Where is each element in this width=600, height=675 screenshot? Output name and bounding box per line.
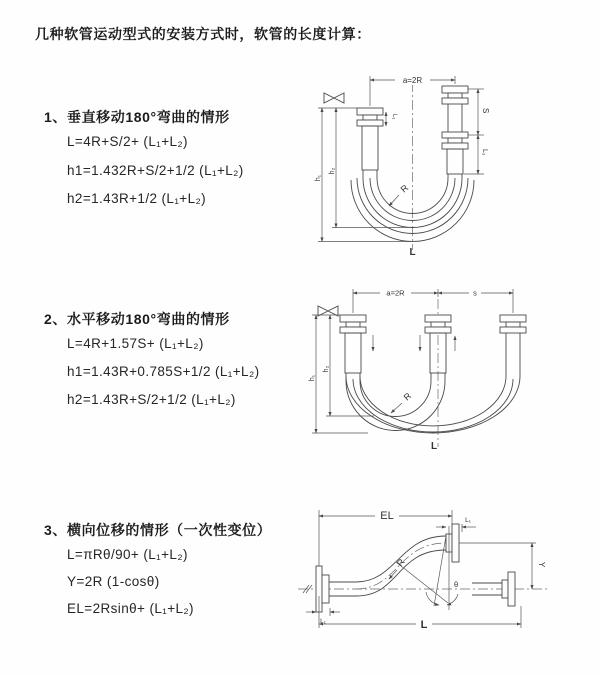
section-1-heading: 1、垂直移动180°弯曲的情形 [44, 109, 230, 125]
section-1-formula-l: L=4R+S/2+ (L₁+L₂) [67, 134, 188, 149]
diagram-horizontal-180-bend [308, 281, 542, 453]
dim-label-h1: h₁ [309, 374, 316, 382]
length-label: L [430, 441, 438, 452]
valve-icon [324, 93, 344, 103]
dim-label-h1: h₁ [315, 174, 322, 182]
section-3-heading: 3、横向位移的情形（一次性变位） [44, 522, 272, 538]
radius-annotation [389, 182, 411, 206]
dimension-s [438, 287, 513, 298]
section-2-formula-h1: h1=1.43R+0.785S+1/2 (L₁+L₂) [67, 364, 260, 379]
flange-upper-displaced [446, 524, 459, 562]
dim-label-a2r: a=2R [402, 76, 423, 85]
dim-label-y: Y [537, 562, 546, 568]
radius-label: R [401, 390, 414, 403]
dim-label-l1-top: L₁ [465, 517, 471, 524]
dim-label-h2: h₂ [329, 167, 336, 175]
dim-label-h2: h₂ [323, 365, 330, 373]
movement-arrows [373, 335, 455, 351]
page-title: 几种软管运动型式的安装方式时，软管的长度计算： [35, 26, 371, 42]
section-3-formula-el: EL=2Rsinθ+ (L₁+L₂) [67, 601, 194, 616]
angle-construction [396, 526, 458, 610]
dimension-l [319, 596, 521, 631]
dim-label-l1: L₁ [481, 149, 488, 156]
hose-u-bend-positions [346, 376, 520, 433]
braided-hose-section-right [447, 149, 463, 174]
diagram-lateral-displacement [296, 502, 554, 640]
dimension-l1-left-small [386, 112, 397, 126]
dimension-el [319, 508, 452, 569]
flange-right-upper [442, 86, 468, 132]
radius-label: R [398, 182, 411, 195]
flange-left [340, 315, 366, 381]
section-1-formula-h1: h1=1.432R+S/2+1/2 (L₁+L₂) [67, 163, 244, 178]
section-3-formula-l: L=πRθ/90+ (L₁+L₂) [67, 547, 188, 562]
valve-icon [318, 306, 338, 316]
dim-label-el: EL [380, 510, 394, 522]
radius-annotation [391, 390, 414, 413]
dim-label-l1-small: L₁ [391, 114, 397, 120]
angle-label: θ [454, 580, 459, 589]
dim-label-s: S [481, 108, 490, 114]
flange-right-moved [500, 315, 526, 376]
section-3-formula-y: Y=2R (1-cosθ) [67, 574, 160, 589]
section-1-formula-h2: h2=1.43R+1/2 (L₁+L₂) [67, 191, 207, 206]
diagram-vertical-180-bend [312, 66, 532, 258]
length-label: L [409, 247, 416, 258]
section-2-formula-l: L=4R+1.57S+ (L₁+L₂) [67, 336, 204, 351]
section-2-heading: 2、水平移动180°弯曲的情形 [44, 311, 230, 327]
dim-label-s: s [473, 288, 477, 298]
dimension-l1-right [464, 135, 488, 174]
dim-label-a2r: a=2R [386, 288, 405, 298]
section-2-formula-h2: h2=1.43R+S/2+1/2 (L₁+L₂) [67, 392, 236, 407]
braided-hose-section-left [345, 333, 361, 373]
radius-label: R [394, 556, 407, 569]
dimension-l1-left [306, 608, 340, 625]
flange-right-lower [442, 132, 468, 178]
length-label: L [420, 619, 428, 631]
dimension-s [468, 89, 490, 135]
dimension-span-a2r [353, 287, 513, 313]
flange-left [357, 108, 383, 178]
dim-label-l1-left: L₁ [320, 618, 326, 625]
braided-hose-section-left [362, 126, 378, 170]
